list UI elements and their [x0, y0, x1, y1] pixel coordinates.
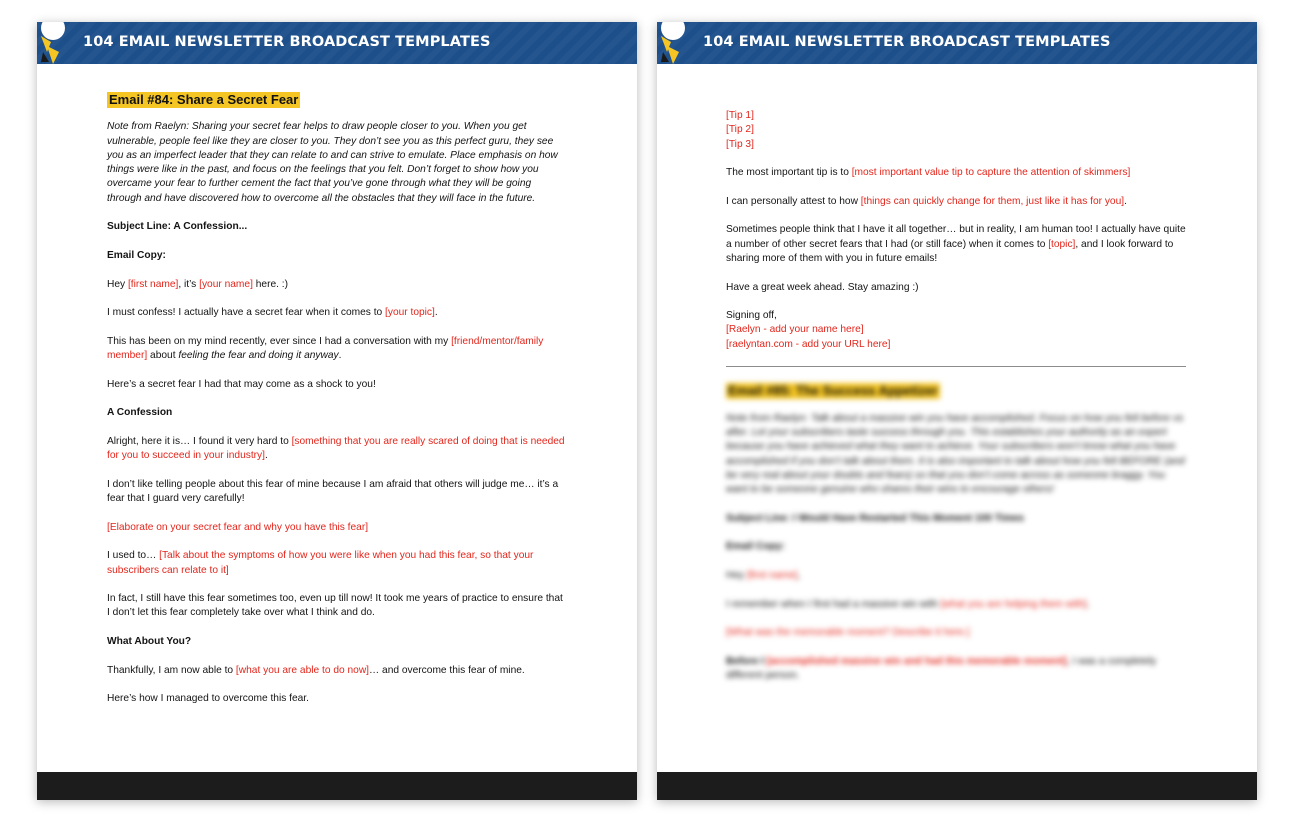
placeholder-elaborate: [Elaborate on your secret fear and why you have this fear]	[107, 521, 369, 533]
placeholder-first-name: [first name]	[127, 278, 179, 290]
email-heading: Email #84: Share a Secret Fear	[109, 92, 299, 107]
great-week-paragraph: Have a great week ahead. Stay amazing :)	[726, 281, 919, 293]
brand-logo-icon	[37, 22, 71, 64]
greeting-paragraph: Hey [first name], it’s [your name] here. :)	[107, 278, 289, 290]
placeholder-scared: [something that you are really scared of doing that is needed for you to succeed in your industry]	[107, 435, 565, 462]
editor-note: Note from Raelyn: Talk about a massive win you have accomplished. Focus on how you felt before vs after. Let your subscribers taste success through you. This establishes your authority as an expert because you have achieved what they want to achieve. Your subscribers won’t know what you have accomplished if you don’t talk about them. It is also important to talk about how you felt BEFORE (and be very real about your doubts and fears) so that you don’t come across as someone braggy. You want to be someone genuine who shares their wins to encourage others!	[726, 412, 1185, 496]
mind-paragraph: This has been on my mind recently, ever since I had a conversation with my [friend/mentor/family member] about feeling the fear and doing it anyway.	[107, 335, 544, 362]
document-page-1	[37, 22, 637, 800]
signing-off: Signing off,	[726, 310, 777, 322]
email-copy-label: Email Copy:	[107, 249, 166, 261]
placeholder-topic: [topic]	[1048, 238, 1076, 250]
blurred-preview	[726, 412, 1186, 684]
tip-item: [Tip 3]	[726, 138, 754, 150]
page-content	[726, 109, 1186, 698]
placeholder-accomplished: [accomplished massive win and had this memorable moment]	[766, 655, 1067, 667]
subject-line: Subject Line: A Confession...	[107, 221, 248, 233]
section-heading: A Confession	[107, 407, 173, 419]
document-page-2	[657, 22, 1257, 800]
email-copy-label: Email Copy:	[726, 541, 785, 553]
page-footer	[657, 772, 1257, 800]
placeholder-memorable: [What was the memorable moment? Describe it here.]	[726, 627, 970, 639]
page-footer	[37, 772, 637, 800]
tips-list	[726, 109, 1186, 152]
before-paragraph: Before I [accomplished massive win and had this memorable moment], I was a completely different person.	[726, 655, 1157, 681]
page-header	[657, 22, 1257, 64]
attest-paragraph: I can personally attest to how [things can quickly change for them, just like it has for you].	[726, 195, 1127, 207]
placeholder-friend: [friend/mentor/family member]	[107, 335, 544, 362]
email-heading: Email #85: The Success Appetizer	[728, 383, 938, 399]
header-title: 104 EMAIL NEWSLETTER BROADCAST TEMPLATES	[703, 34, 1111, 50]
important-paragraph: The most important tip is to [most important value tip to capture the attention of skimmers]	[726, 167, 1131, 179]
dont-like-paragraph: I don’t like telling people about this fear of mine because I am afraid that others will judge me… it’s a fear that I guard very carefully!	[107, 478, 559, 505]
section-divider	[726, 366, 1186, 367]
shock-paragraph: Here’s a secret fear I had that may come as a shock to you!	[107, 378, 376, 390]
used-to-paragraph: I used to… [Talk about the symptoms of how you were like when you had this fear, so that your subscribers can relate to it]	[107, 550, 534, 576]
tip-item: [Tip 1]	[726, 110, 754, 121]
placeholder-your-name: [your name]	[199, 278, 253, 290]
editor-note: Note from Raelyn: Sharing your secret fear helps to draw people closer to you. When you get vulnerable, people feel like they are closer to you. They don’t see you as this perfect guru, they see you as an imperfect leader that they can relate to and can strive to emulate. Place emphasis on how things were like in the past, and focus on the feelings that you felt. Don’t forget to show how you overcame your fear to further cement the fact that you’ve gone through what they will be going through and have discovered how to overcome all the obstacles that they will face in the future.	[107, 121, 558, 204]
header-title: 104 EMAIL NEWSLETTER BROADCAST TEMPLATES	[83, 34, 491, 50]
placeholder-your-topic: [your topic]	[385, 307, 435, 319]
page-header	[37, 22, 637, 64]
placeholder-able: [what you are able to do now]	[235, 664, 370, 676]
tip-item: [Tip 2]	[726, 124, 754, 136]
signature-block	[726, 309, 1186, 352]
placeholder-helping: [what you are helping them with]	[940, 598, 1087, 610]
subject-line: Subject Line: I Would Have Restarted This Moment 100 Times	[726, 512, 1024, 524]
placeholder-signature-name: [Raelyn - add your name here]	[726, 324, 864, 336]
confess-paragraph: I must confess! I actually have a secret fear when it comes to [your topic].	[107, 307, 438, 319]
in-fact-paragraph: In fact, I still have this fear sometimes too, even up till now! It took me years of practice to ensure that I don’t let this fear completely take over what I think and do.	[107, 593, 563, 619]
alright-paragraph: Alright, here it is… I found it very hard to [something that you are really scared of doing that is needed for you to succeed in your industry].	[107, 435, 565, 462]
how-managed-paragraph: Here’s how I managed to overcome this fear.	[107, 693, 309, 705]
placeholder-important: [most important value tip to capture the attention of skimmers]	[851, 167, 1131, 179]
placeholder-symptoms: [Talk about the symptoms of how you were like when you had this fear, so that your subscribers can relate to it]	[107, 550, 534, 576]
greeting-paragraph: Hey [first name],	[726, 569, 801, 581]
placeholder-change: [things can quickly change for them, just like it has for you]	[860, 195, 1125, 207]
section-heading-what-about: What About You?	[107, 635, 192, 647]
placeholder-first-name: [first name]	[746, 569, 798, 581]
brand-logo-icon	[657, 22, 691, 64]
placeholder-signature-url: [raelyntan.com - add your URL here]	[726, 338, 891, 350]
thankfully-paragraph: Thankfully, I am now able to [what you are able to do now]… and overcome this fear of mine.	[107, 664, 525, 676]
sometimes-paragraph: Sometimes people think that I have it all together… but in reality, I am human too! I actually have quite a number of other secret fears that I had (or still face) when it comes to [topic], and I look forward to sharing more of them with you in future emails!	[726, 224, 1186, 264]
page-content	[107, 92, 567, 721]
remember-paragraph: I remember when I first had a massive win with [what you are helping them with].	[726, 598, 1090, 610]
